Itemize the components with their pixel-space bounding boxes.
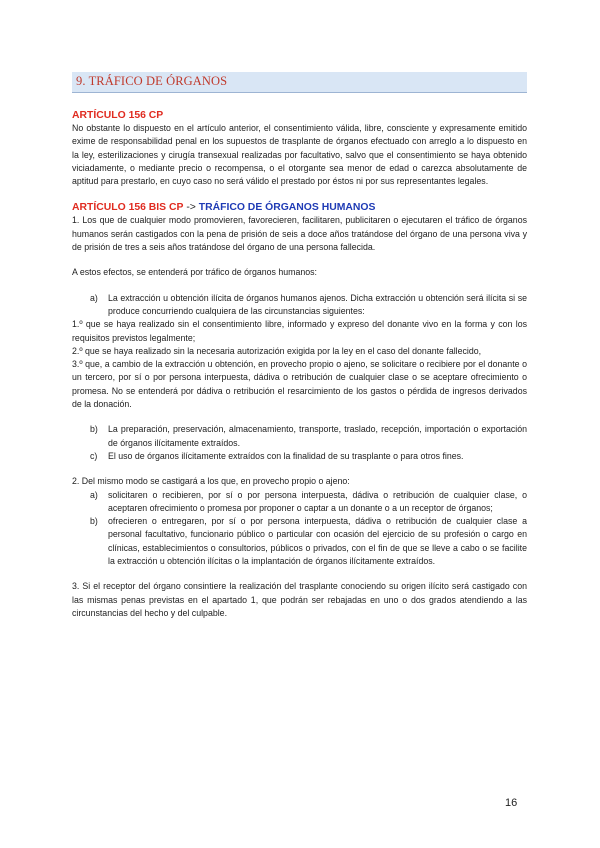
circumstance-3: 3.º que, a cambio de la extracción u obtención, en provecho propio o ajeno, se solicitare o recibiere por el donante o un tercero, por sí o por persona interpuesta, dádiva o retribución de cualquier clase o se aceptare ofrecimiento o promesa. No se entenderá por dádiva o retribución el resarcimiento de los gastos o pérdida de ingresos derivados de la donación. [72, 359, 527, 410]
paragraph-2: 2. Del mismo modo se castigará a los que, en provecho propio o ajeno: [72, 476, 350, 487]
article-156-bis-title [72, 201, 527, 214]
paragraph-definition-intro: A estos efectos, se entenderá por tráfico de órganos humanos: [72, 267, 317, 278]
article-156-title [72, 109, 527, 122]
list-item-a [72, 292, 527, 319]
section-title: 9. TRÁFICO DE ÓRGANOS [72, 72, 527, 93]
paragraph-3: 3. Si el receptor del órgano consintiere la realización del trasplante conociendo su origen ilícito será castigado con las mismas penas previstas en el apartado 1, que podrán ser rebajadas en uno o dos grados atendiendo a las circunstancias del hecho y del culpable. [72, 581, 527, 618]
list-item-b [72, 423, 527, 450]
list-item-text: solicitaren o recibieren, por sí o por persona interpuesta, dádiva o retribución de cualquier clase, o aceptaren ofrecimiento o promesa por proponer o captar a un donante o a un receptor de órganos; [108, 489, 527, 513]
list-marker: a) [90, 292, 98, 303]
list-item-2b [72, 515, 527, 568]
list-item-text: La preparación, preservación, almacenamiento, transporte, traslado, recepción, importación o exportación de órganos ilícitamente extraídos. [108, 424, 527, 448]
article-156-text: No obstante lo dispuesto en el artículo anterior, el consentimiento válida, libre, consciente y expresamente emitido exime de responsabilidad penal en los supuestos de trasplante de órganos efectuado con arreglo a lo dispuesto en la ley, esterilizaciones y cirugía transexual realizadas por facultativo, salvo que el consentimiento se haya obtenido viciadamente, o mediante precio o recompensa, o el otorgante sea menor de edad o carezca absolutamente de aptitud para prestarlo, en cuyo caso no será válido el prestado por éstos ni por sus representantes legales. [72, 123, 527, 187]
article-156-heading: ARTÍCULO 156 CP [72, 110, 164, 121]
list-item-text: La extracción u obtención ilícita de órganos humanos ajenos. Dicha extracción u obtención será ilícita si se produce concurriendo cualquiera de las circunstancias siguientes: [108, 292, 527, 316]
article-156-bis-heading: ARTÍCULO 156 BIS CP [72, 202, 184, 214]
list-marker: b) [90, 516, 98, 527]
page-number: 16 [505, 797, 518, 809]
paragraph-1: 1. Los que de cualquier modo promovieren, favorecieren, facilitaren, publicitaren o ejecutaren el tráfico de órganos humanos serán castigados con la pena de prisión de seis a doce años tratándose del órgano de una persona viva y de prisión de tres a seis años tratándose del órgano de una persona fallecida. [72, 215, 527, 253]
circumstance-1: 1.º que se haya realizado sin el consentimiento libre, informado y expreso del donante vivo en la forma y con los requisitos previstos legalmente; [72, 319, 527, 343]
list-marker: c) [90, 450, 98, 461]
list-item-c [72, 450, 527, 463]
list-marker: a) [90, 489, 98, 500]
article-156-bis-subtitle: TRÁFICO DE ÓRGANOS HUMANOS [198, 202, 376, 214]
list-item-text: El uso de órganos ilícitamente extraídos con la finalidad de su trasplante o para otros fines. [108, 450, 464, 461]
document-page [72, 72, 527, 620]
circumstance-2: 2.º que se haya realizado sin la necesaria autorización exigida por la ley en el caso del donante fallecido, [72, 345, 482, 356]
list-item-2a [72, 489, 527, 516]
arrow-separator: -> [183, 202, 199, 214]
list-item-text: ofrecieren o entregaren, por sí o por persona interpuesta, dádiva o retribución de cualquier clase a personal facultativo, funcionario público o particular con ocasión del ejercicio de su profesión o cargo en clínicas, establecimientos o consultorios, públicos o privados, con el fin de que se lleve a cabo o se facilite la extracción u obtención ilícitas o la implantación de órganos ilícitamente extraídos. [108, 516, 527, 567]
list-marker: b) [90, 424, 98, 435]
